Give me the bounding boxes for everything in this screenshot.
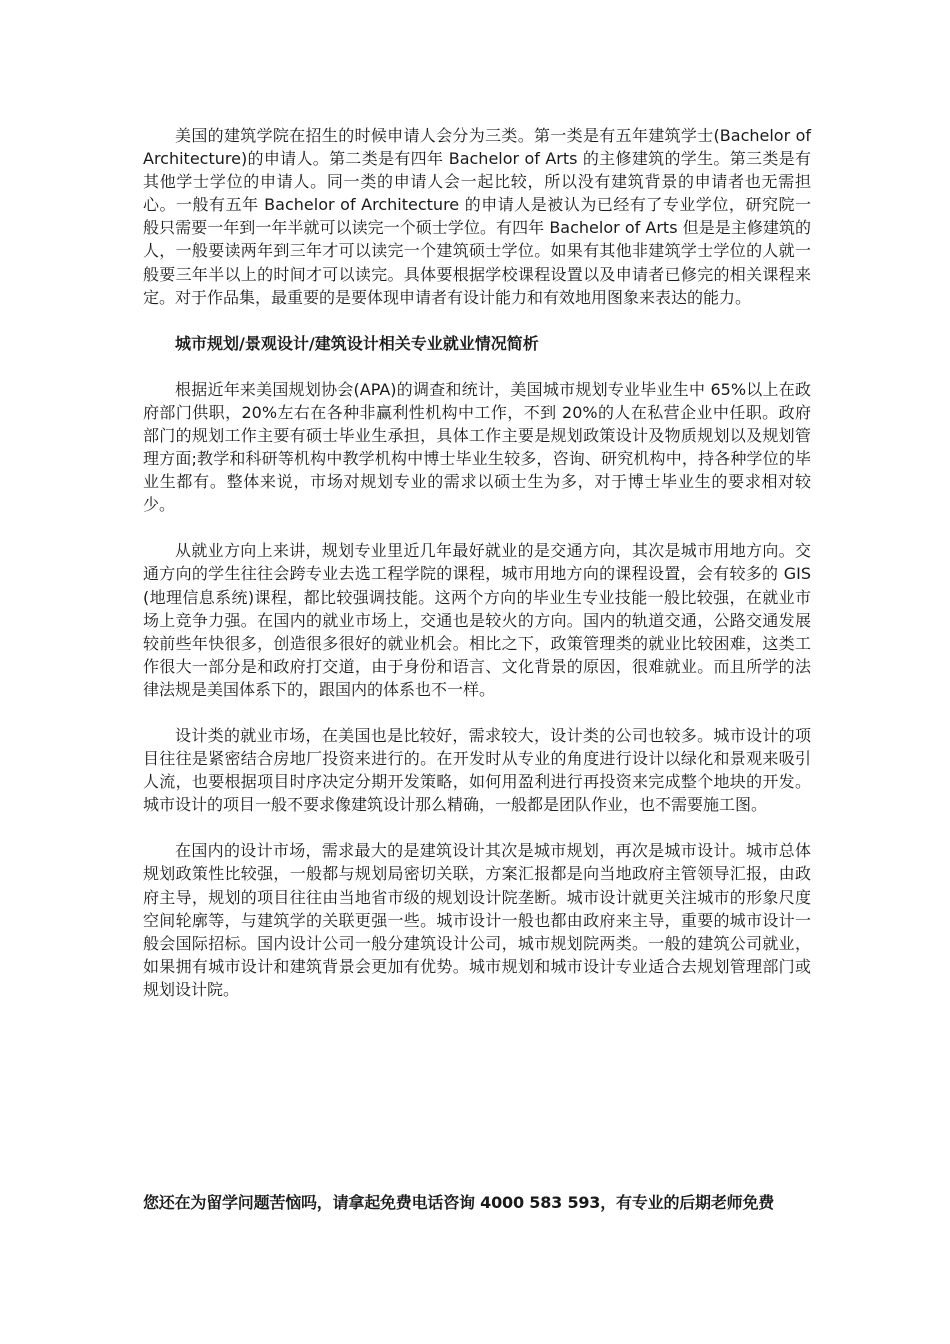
paragraph-design-market: 设计类的就业市场，在美国也是比较好，需求较大，设计类的公司也较多。城市设计的项目往往是紧密结合房地厂投资来进行的。在开发时从专业的角度进行设计以绿化和景观来吸引人流，也要根据项目时序决定分期开发策略，如何用盈利进行再投资来完成整个地块的开发。城市设计的项目一般不要求像建筑设计那么精确，一般都是团队作业，也不需要施工图。 — [143, 725, 811, 815]
paragraph-employment-directions: 从就业方向上来讲，规划专业里近几年最好就业的是交通方向，其次是城市用地方向。交通方向的学生往往会跨专业去选工程学院的课程，城市用地方向的课程设置，会有较多的 GIS(地理信息系统)课程，都比较强调技能。这两个方向的毕业生专业技能一般比较强，在就业市场上竞争力强。在国内的就业市场上，交通也是较火的方向。国内的轨道交通，公路交通发展较前些年快很多，创造很多很好的就业机会。相比之下，政策管理类的就业比较困难，这类工作很大一部分是和政府打交道，由于身份和语言、文化背景的原因，很难就业。而且所学的法律法规是美国体系下的，跟国内的体系也不一样。 — [143, 541, 811, 699]
intro-paragraph: 美国的建筑学院在招生的时候申请人会分为三类。第一类是有五年建筑学士(Bachelor of Architecture)的申请人。第二类是有四年 Bachelor of Arts 的主修建筑的学生。第三类是有其他学士学位的申请人。同一类的申请人会一起比较，所以没有建筑背景的申请者也无需担心。一般有五年 Bachelor of Architecture 的申请人是被认为已经有了专业学位，研究院一般只需要一年到一年半就可以读完一个硕士学位。有四年 Bachelor of Arts 但是是主修建筑的人，一般要读两年到三年才可以读完一个建筑硕士学位。如果有其他非建筑学士学位的人就一般要三年半以上的时间才可以读完。具体要根据学校课程设置以及申请者已修完的相关课程来定。对于作品集，最重要的是要体现申请者有设计能力和有效地用图象来表达的能力。 — [143, 126, 811, 307]
paragraph-domestic-market: 在国内的设计市场，需求最大的是建筑设计其次是城市规划，再次是城市设计。城市总体规划政策性比较强，一般都与规划局密切关联，方案汇报都是向当地政府主管领导汇报，由政府主导，规划的项目往往由当地省市级的规划设计院垄断。城市设计就更关注城市的形象尺度空间轮廓等，与建筑学的关联更强一些。城市设计一般也都由政府来主导，重要的城市设计一般会国际招标。国内设计公司一般分建筑设计公司，城市规划院两类。一般的建筑公司就业，如果拥有城市设计和建筑背景会更加有优势。城市规划和城市设计专业适合去规划管理部门或规划设计院。 — [143, 841, 811, 999]
document-body — [143, 124, 811, 1001]
consultation-call-to-action: 您还在为留学问题苦恼吗，请拿起免费电话咨询 4000 583 593，有专业的后期老师免费 — [143, 1193, 775, 1212]
paragraph-apa-statistics: 根据近年来美国规划协会(APA)的调查和统计，美国城市规划专业毕业生中 65%以上在政府部门供职，20%左右在各种非赢利性机构中工作，不到 20%的人在私营企业中任职。政府部门的规划工作主要有硕士毕业生承担，具体工作主要是规划政策设计及物质规划以及规划管理方面;教学和科研等机构中教学机构中博士毕业生较多，咨询、研究机构中，持各种学位的毕业生都有。整体来说，市场对规划专业的需求以硕士生为多，对于博士毕业生的要求相对较少。 — [143, 379, 811, 515]
section-heading: 城市规划/景观设计/建筑设计相关专业就业情况简析 — [175, 333, 539, 353]
